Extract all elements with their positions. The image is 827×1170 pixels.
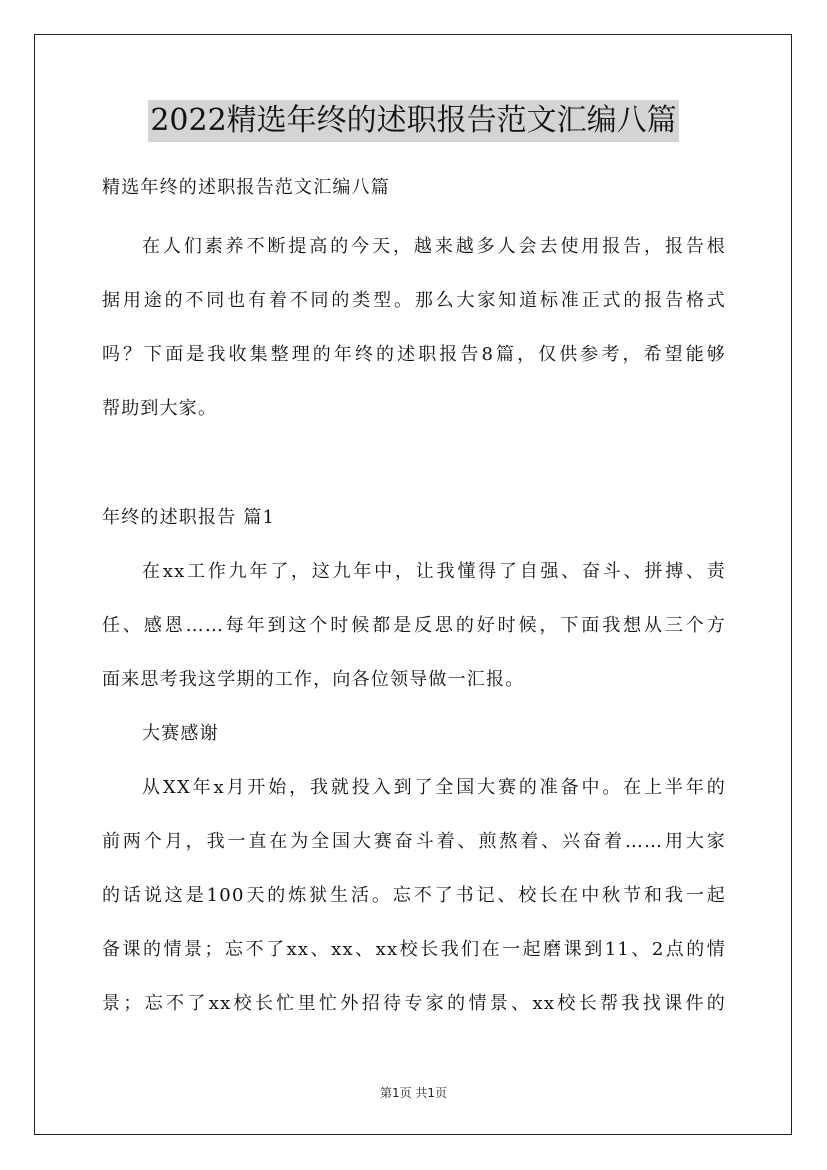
paragraph-line: 在人们素养不断提高的今天，越来越多人会去使用报告，报告根 [142,236,726,257]
page-footer: 第1页 共1页 [379,1086,448,1100]
section-heading-block [102,506,726,530]
subheading: 大赛感谢 [142,723,219,744]
section-heading: 年终的述职报告 篇1 [102,507,276,528]
subheading-block [102,707,726,761]
intro-paragraph [102,220,726,436]
paragraph-line: 帮助到大家。 [102,398,218,419]
paragraph-line: 据用途的不同也有着不同的类型。那么大家知道标准正式的报告格式 [102,290,726,311]
section-paragraph-2 [102,761,726,1031]
paragraph-line: 备课的情景；忘不了xx、xx、xx校长我们在一起磨课到11、2点的情 [102,939,726,960]
subtitle-block [102,176,726,200]
paragraph-line: 从XX年x月开始，我就投入到了全国大赛的准备中。在上半年的 [142,777,726,798]
paragraph-line: 任、感恩……每年到这个时候都是反思的好时候，下面我想从三个方 [102,615,726,636]
paragraph-line: 前两个月，我一直在为全国大赛奋斗着、煎熬着、兴奋着……用大家 [102,831,726,852]
paragraph-line: 面来思考我这学期的工作，向各位领导做一汇报。 [102,669,525,690]
document-subtitle: 精选年终的述职报告范文汇编八篇 [102,177,390,198]
section-paragraph-1 [102,545,726,707]
paragraph-line: 的话说这是100天的炼狱生活。忘不了书记、校长在中秋节和我一起 [102,885,726,906]
title-container [0,100,827,142]
paragraph-line: 景；忘不了xx校长忙里忙外招待专家的情景、xx校长帮我找课件的 [102,993,726,1014]
paragraph-line: 吗？下面是我收集整理的年终的述职报告8篇，仅供参考，希望能够 [102,344,726,365]
paragraph-line: 在xx工作九年了，这九年中，让我懂得了自强、奋斗、拼搏、责 [142,561,726,582]
document-title: 2022精选年终的述职报告范文汇编八篇 [148,100,678,142]
